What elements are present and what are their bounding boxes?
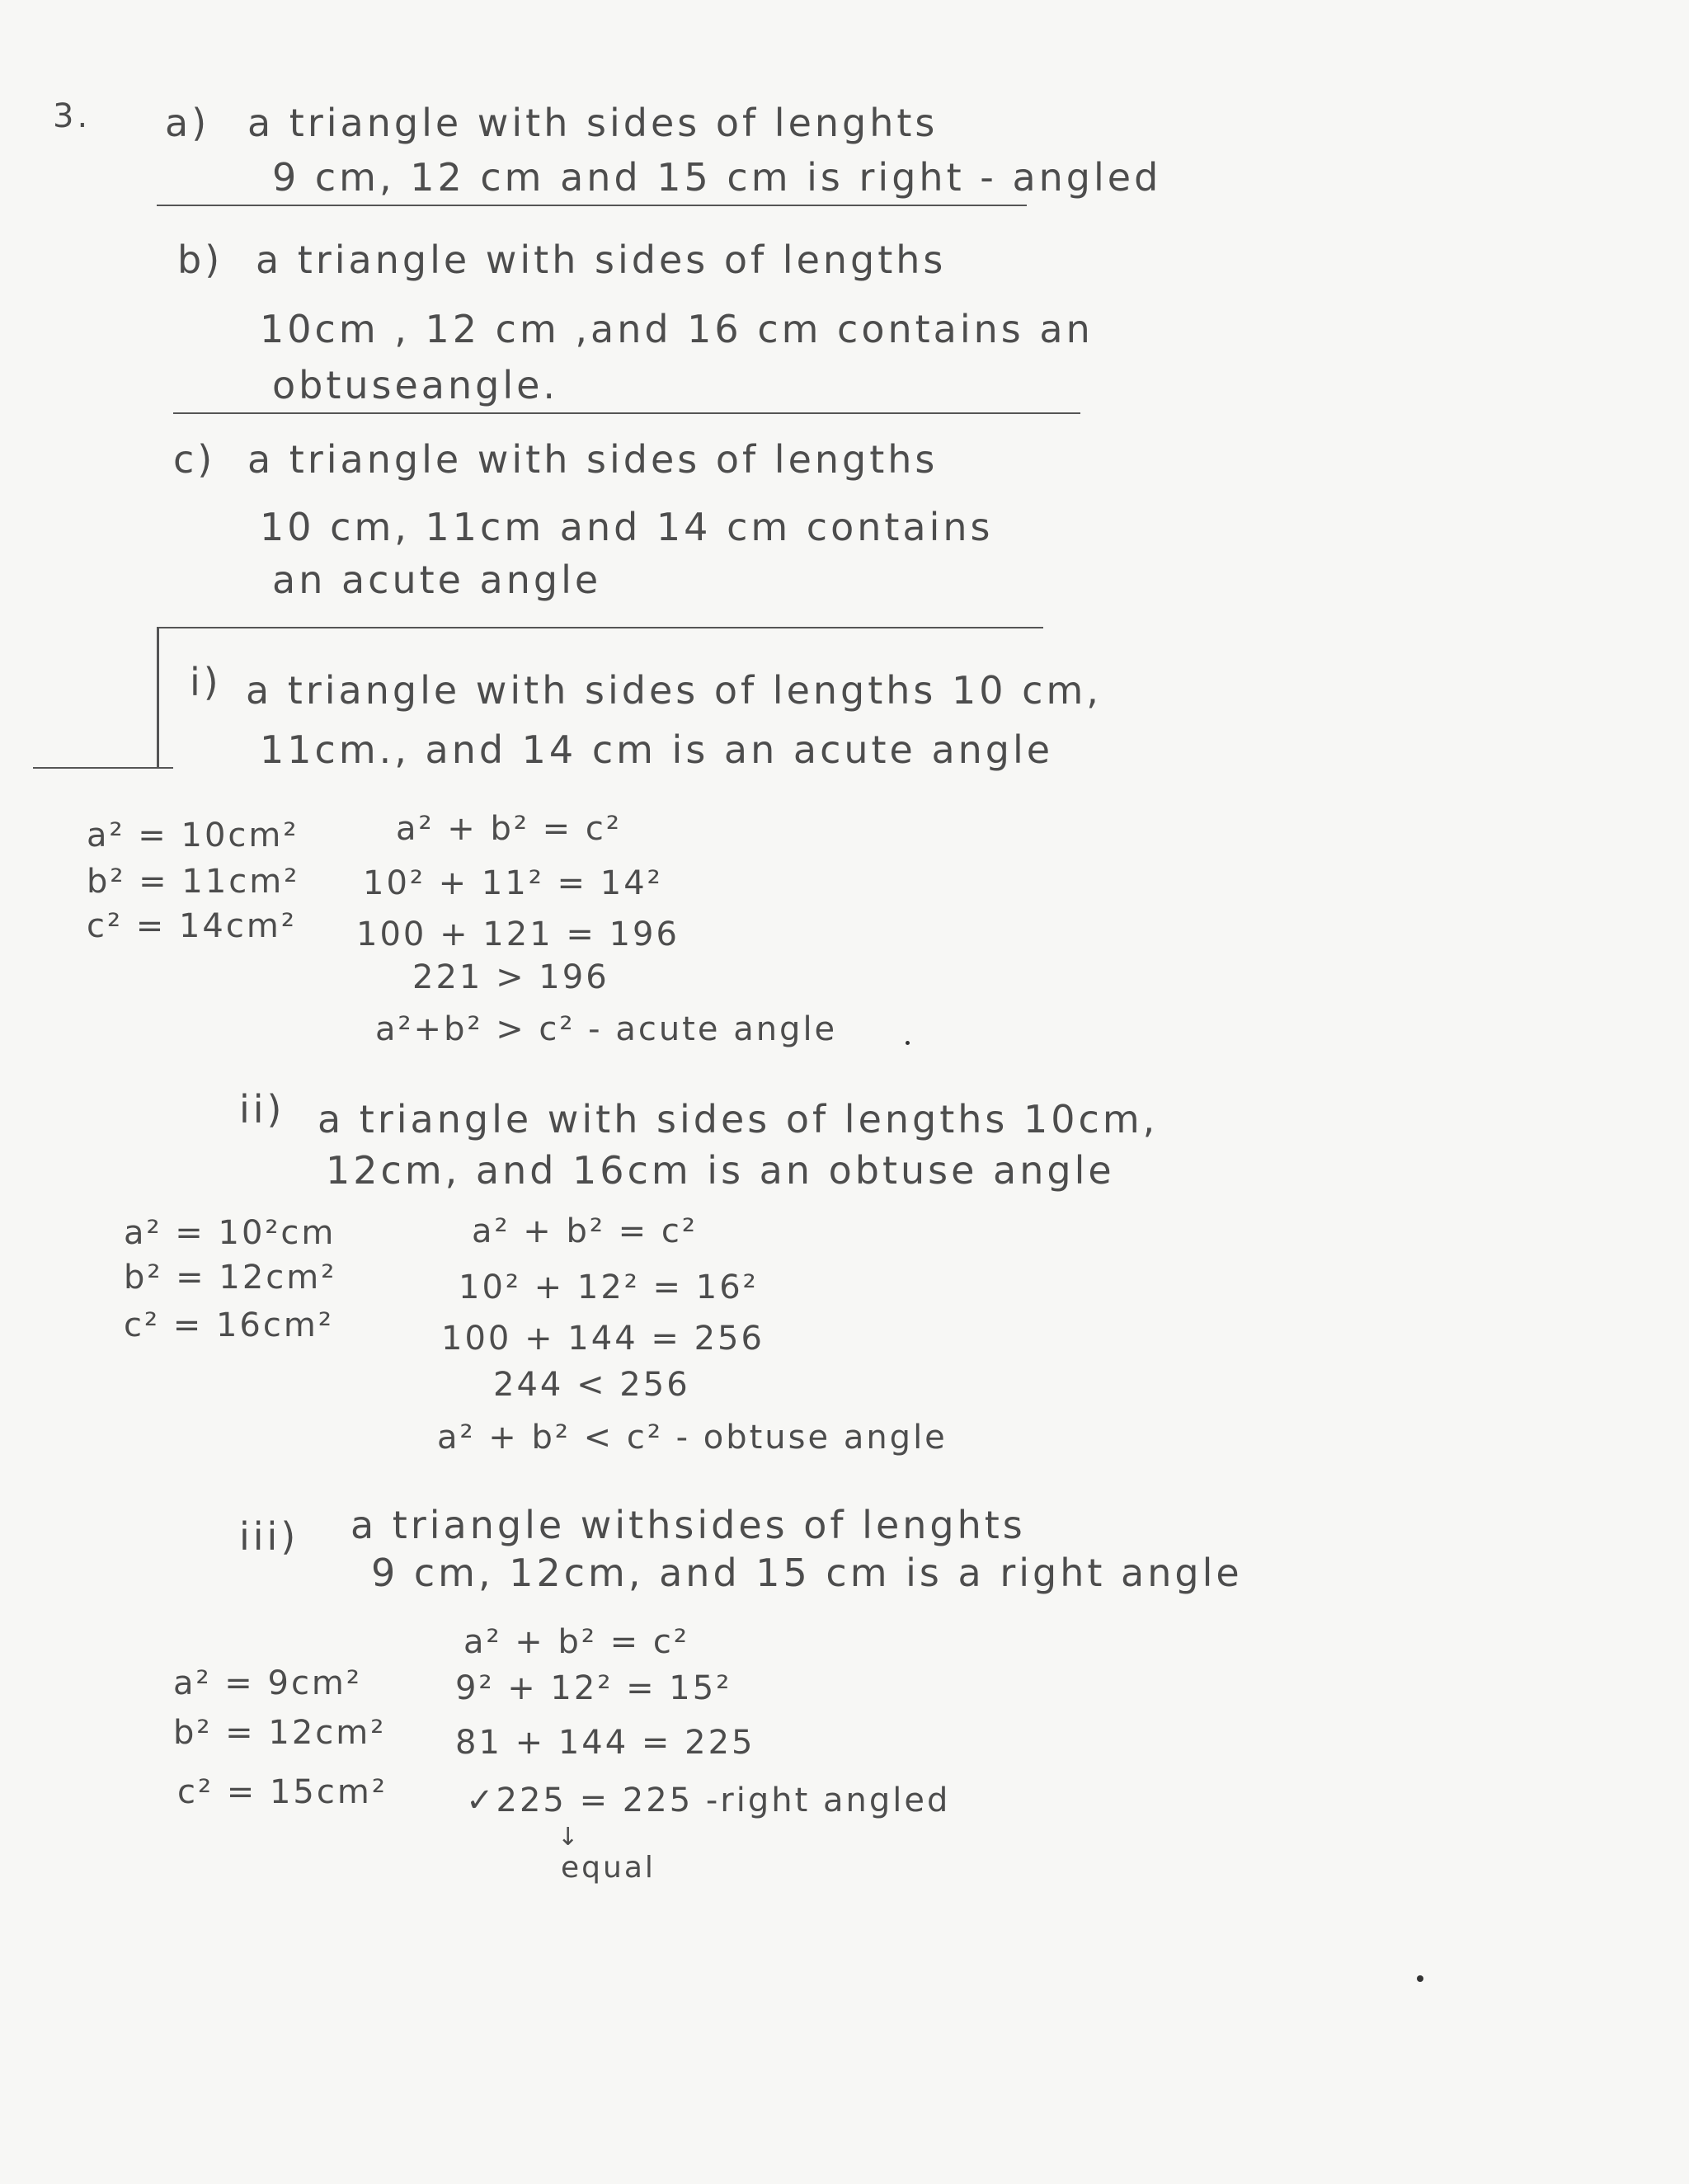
statement-c-line1: a triangle with sides of lengths xyxy=(247,437,939,482)
part-i-work-2: 10² + 11² = 14² xyxy=(363,864,663,902)
part-iii-label: iii) xyxy=(239,1514,299,1559)
part-i-def-c: c² = 14cm² xyxy=(87,907,297,945)
part-i-work-5: a²+b² > c² - acute angle xyxy=(375,1010,838,1048)
part-i-label: i) xyxy=(190,660,222,704)
divider-c xyxy=(157,627,1043,628)
part-iii-work-3: 81 + 144 = 225 xyxy=(455,1724,755,1762)
part-ii-line1: a triangle with sides of lengths 10cm, xyxy=(318,1097,1159,1141)
statement-c-label: c) xyxy=(173,437,216,482)
statement-b-line2: 10cm , 12 cm ,and 16 cm contains an xyxy=(260,307,1094,351)
pencil-dot xyxy=(1417,1975,1423,1982)
statement-a-line1: a triangle with sides of lenghts xyxy=(247,101,939,145)
part-iii-line1: a triangle withsides of lenghts xyxy=(351,1503,1026,1547)
part-iii-line2: 9 cm, 12cm, and 15 cm is a right angle xyxy=(371,1551,1243,1595)
pencil-dot xyxy=(906,1041,910,1045)
part-iii-def-a: a² = 9cm² xyxy=(173,1664,362,1702)
part-ii-work-4: 244 < 256 xyxy=(493,1366,690,1404)
statement-c-line2: 10 cm, 11cm and 14 cm contains xyxy=(260,505,994,549)
part-ii-def-a: a² = 10²cm xyxy=(124,1214,336,1252)
part-i-work-4: 221 > 196 xyxy=(412,958,609,996)
statement-a-line2: 9 cm, 12 cm and 15 cm is right - angled xyxy=(272,155,1162,200)
part-ii-line2: 12cm, and 16cm is an obtuse angle xyxy=(326,1148,1115,1193)
statement-b-label: b) xyxy=(177,238,223,282)
part-ii-work-3: 100 + 144 = 256 xyxy=(441,1320,765,1358)
part-ii-work-1: a² + b² = c² xyxy=(472,1212,698,1250)
divider-a xyxy=(157,205,1027,206)
part-iii-work-4: ✓225 = 225 -right angled xyxy=(466,1782,951,1819)
part-iii-def-b: b² = 12cm² xyxy=(173,1714,387,1752)
statement-b-line3: obtuseangle. xyxy=(272,363,559,407)
part-ii-work-5: a² + b² < c² - obtuse angle xyxy=(437,1419,948,1457)
part-iii-arrow: ↓ xyxy=(558,1823,581,1852)
part-ii-label: ii) xyxy=(239,1087,285,1132)
part-iii-note: equal xyxy=(561,1851,656,1885)
part-ii-work-2: 10² + 12² = 16² xyxy=(459,1269,759,1306)
part-ii-def-b: b² = 12cm² xyxy=(124,1259,337,1297)
statement-a-label: a) xyxy=(165,101,210,145)
box-bottom-edge xyxy=(33,767,173,769)
part-iii-work-2: 9² + 12² = 15² xyxy=(455,1669,732,1707)
part-i-def-b: b² = 11cm² xyxy=(87,863,300,901)
part-i-def-a: a² = 10cm² xyxy=(87,817,299,854)
part-i-work-1: a² + b² = c² xyxy=(396,810,622,848)
statement-c-line3: an acute angle xyxy=(272,558,602,602)
box-left-edge xyxy=(157,627,159,767)
problem-number: 3. xyxy=(53,97,92,135)
divider-b xyxy=(173,412,1080,414)
part-iii-def-c: c² = 15cm² xyxy=(177,1773,388,1811)
part-iii-work-1: a² + b² = c² xyxy=(463,1623,689,1661)
statement-b-line1: a triangle with sides of lengths xyxy=(256,238,947,282)
part-i-line1: a triangle with sides of lengths 10 cm, xyxy=(246,668,1102,713)
part-ii-def-c: c² = 16cm² xyxy=(124,1306,334,1344)
part-i-work-3: 100 + 121 = 196 xyxy=(356,915,680,953)
part-i-line2: 11cm., and 14 cm is an acute angle xyxy=(260,727,1054,772)
